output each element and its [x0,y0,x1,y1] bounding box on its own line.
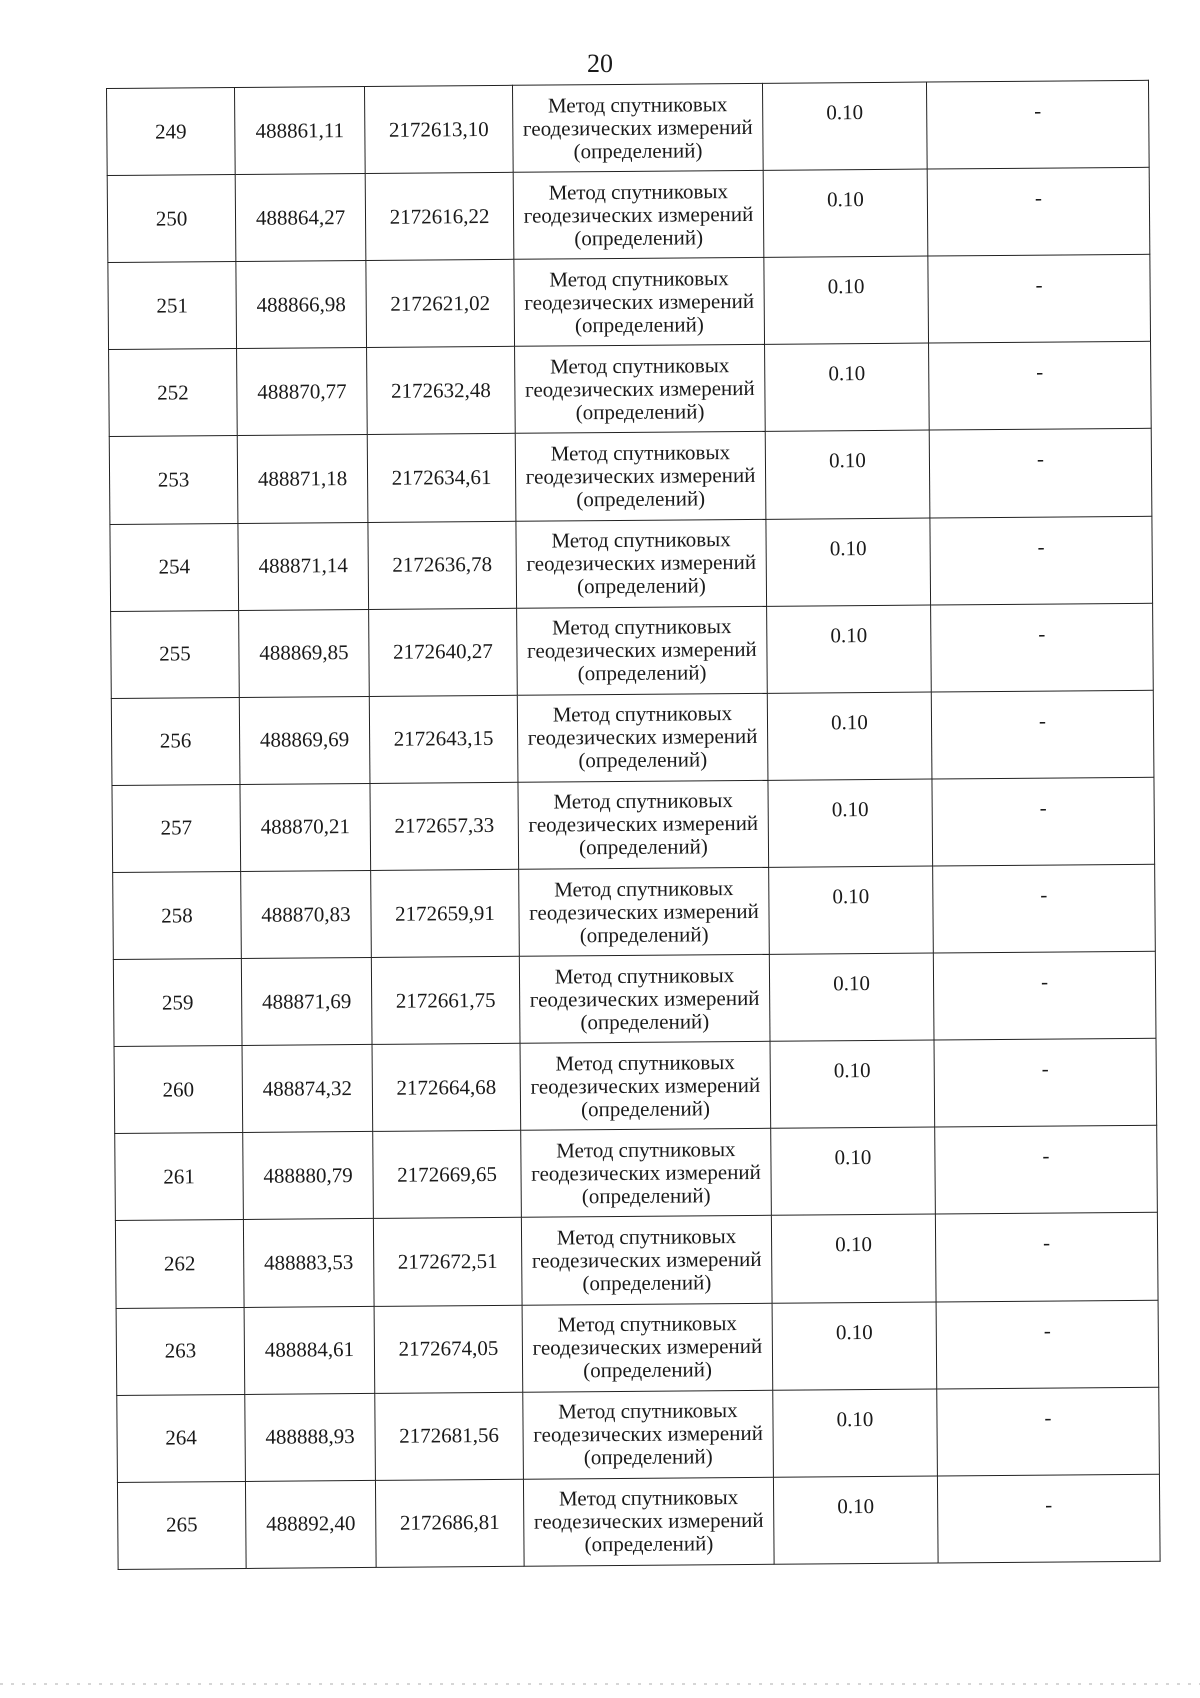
method-line: Метод спутниковых [556,1136,736,1163]
method-cell [519,954,770,1043]
y-coordinate-cell: 2172674,05 [374,1305,523,1393]
method-line: геодезических измерений [530,1072,761,1099]
point-number-cell: 249 [107,87,236,175]
method-line: (определений) [581,1096,711,1122]
method-cell [514,258,765,347]
precision-cell: 0.10 [765,343,930,431]
table-row [115,1126,1158,1221]
method-cell [515,432,766,521]
method-cell [517,693,768,782]
table-row [107,167,1150,262]
point-number-cell: 263 [116,1307,245,1395]
precision-cell: 0.10 [771,1127,936,1215]
method-line: геодезических измерений [524,288,755,315]
table-row [116,1300,1159,1395]
method-line: (определений) [579,921,709,947]
y-coordinate-cell: 2172686,81 [375,1479,524,1567]
note-cell: - [927,167,1150,256]
method-line: (определений) [575,399,705,425]
point-number-cell: 265 [117,1481,246,1569]
method-line: Метод спутниковых [552,701,733,727]
y-coordinate-cell: 2172634,61 [367,434,516,522]
y-coordinate-cell: 2172664,68 [372,1043,521,1131]
method-line: (определений) [574,312,704,338]
y-coordinate-cell: 2172659,91 [371,869,520,957]
table-row [114,1038,1157,1133]
note-cell: - [937,1474,1160,1563]
note-cell: - [929,342,1152,431]
method-line: Метод спутниковых [557,1311,737,1337]
point-number-cell: 260 [114,1046,243,1134]
method-cell [523,1390,774,1479]
method-line: геодезических измерений [533,1421,764,1447]
x-coordinate-cell: 488870,83 [241,870,372,958]
precision-cell: 0.10 [770,1040,935,1128]
method-line: (определений) [583,1444,713,1470]
table-row [112,777,1155,872]
method-line: Метод спутниковых [554,962,735,989]
method-cell [513,170,764,259]
precision-cell: 0.10 [764,256,929,344]
point-number-cell: 253 [109,436,238,524]
x-coordinate-cell: 488871,18 [237,435,368,523]
method-line: геодезических измерений [524,375,755,402]
precision-cell: 0.10 [773,1389,938,1477]
method-cell [521,1216,772,1305]
point-number-cell: 262 [115,1220,244,1308]
precision-cell: 0.10 [769,866,934,954]
x-coordinate-cell: 488883,53 [243,1219,374,1307]
table-row [117,1387,1160,1482]
table-row [115,1213,1158,1308]
precision-cell: 0.10 [767,692,932,780]
y-coordinate-cell: 2172672,51 [373,1218,522,1306]
method-line: геодезических измерений [526,550,757,576]
method-line: Метод спутниковых [548,178,729,205]
precision-cell: 0.10 [767,605,932,693]
method-line: геодезических измерений [533,1508,764,1535]
precision-cell: 0.10 [771,1214,936,1302]
x-coordinate-cell: 488866,98 [236,261,367,349]
table-row [113,864,1156,959]
method-line: геодезических измерений [525,462,756,489]
method-cell [519,867,770,956]
note-cell: - [928,255,1151,344]
method-cell [522,1303,773,1392]
method-line: (определений) [581,1183,711,1209]
point-number-cell: 254 [110,523,239,611]
note-cell: - [936,1300,1159,1389]
page-number: 20 [587,49,613,78]
table-row [117,1474,1160,1569]
point-number-cell: 255 [111,610,240,698]
point-number-cell: 264 [117,1394,246,1482]
table-row [113,951,1156,1046]
method-line: (определений) [577,660,707,686]
note-cell: - [929,429,1152,518]
method-line: Метод спутниковых [551,527,731,553]
x-coordinate-cell: 488892,40 [245,1480,376,1568]
x-coordinate-cell: 488888,93 [245,1393,376,1481]
coordinates-table-body [107,80,1161,1569]
method-cell [518,780,769,869]
precision-cell: 0.10 [765,430,930,518]
method-line: Метод спутниковых [556,1224,737,1250]
x-coordinate-cell: 488869,85 [239,609,370,697]
point-number-cell: 252 [109,349,238,437]
table-row [111,690,1154,785]
method-cell [521,1129,772,1218]
method-line: (определений) [576,573,706,599]
method-cell [523,1477,774,1566]
method-line: Метод спутниковых [549,352,730,379]
note-cell: - [930,516,1153,605]
method-line: Метод спутниковых [551,614,732,640]
point-number-cell: 256 [111,697,240,785]
note-cell: - [926,80,1149,169]
x-coordinate-cell: 488880,79 [243,1132,374,1220]
method-line: геодезических измерений [529,898,759,925]
precision-cell: 0.10 [772,1302,937,1390]
table-row [109,429,1152,524]
note-cell: - [934,1038,1157,1127]
note-cell: - [933,864,1156,953]
method-line: (определений) [580,1008,710,1034]
x-coordinate-cell: 488871,14 [238,522,369,610]
note-cell: - [937,1387,1160,1476]
method-line: Метод спутниковых [550,440,731,466]
method-line: (определений) [578,747,708,773]
precision-cell: 0.10 [766,518,931,606]
precision-cell: 0.10 [773,1476,938,1565]
x-coordinate-cell: 488864,27 [235,174,366,262]
method-line: Метод спутниковых [547,91,728,118]
precision-cell: 0.10 [763,169,928,257]
x-coordinate-cell: 488874,32 [242,1045,373,1133]
y-coordinate-cell: 2172613,10 [364,85,513,173]
scan-artifact-line [0,1683,1200,1685]
method-line: геодезических измерений [531,1246,762,1273]
table-row [110,516,1153,611]
method-line: геодезических измерений [529,985,760,1012]
method-line: (определений) [576,486,706,512]
method-line: Метод спутниковых [549,265,729,292]
y-coordinate-cell: 2172657,33 [370,782,519,870]
precision-cell: 0.10 [762,82,927,170]
method-line: (определений) [578,834,708,860]
note-cell: - [932,777,1155,866]
method-cell [516,519,767,608]
method-line: Метод спутниковых [554,875,734,902]
x-coordinate-cell: 488861,11 [234,86,365,174]
method-line: геодезических измерений [528,811,759,838]
method-line: геодезических измерений [527,724,758,751]
y-coordinate-cell: 2172643,15 [369,695,518,783]
method-cell [512,83,763,172]
method-line: Метод спутниковых [558,1398,738,1424]
table-row [107,80,1150,175]
note-cell: - [931,603,1154,692]
method-line: (определений) [574,224,704,250]
x-coordinate-cell: 488869,69 [239,696,370,784]
precision-cell: 0.10 [768,779,933,867]
method-line: (определений) [584,1531,714,1557]
method-cell [517,606,768,695]
note-cell: - [931,690,1154,779]
method-line: геодезических измерений [522,114,753,141]
y-coordinate-cell: 2172640,27 [369,608,518,696]
method-line: Метод спутниковых [558,1485,739,1511]
method-line: Метод спутниковых [553,788,733,814]
y-coordinate-cell: 2172636,78 [368,521,517,609]
method-line: геодезических измерений [523,201,754,228]
method-cell [520,1042,771,1131]
method-line: (определений) [573,137,703,163]
method-line: Метод спутниковых [555,1049,735,1076]
y-coordinate-cell: 2172669,65 [373,1131,522,1219]
x-coordinate-cell: 488871,69 [241,958,372,1046]
method-line: геодезических измерений [531,1159,761,1186]
precision-cell: 0.10 [769,953,934,1041]
y-coordinate-cell: 2172681,56 [375,1392,524,1480]
method-line: геодезических измерений [527,637,757,663]
point-number-cell: 251 [108,262,237,350]
method-line: геодезических измерений [532,1333,763,1360]
point-number-cell: 250 [107,175,236,263]
note-cell: - [935,1213,1158,1302]
method-cell [515,345,766,434]
point-number-cell: 261 [115,1133,244,1221]
method-line: (определений) [582,1270,712,1296]
x-coordinate-cell: 488884,61 [244,1306,375,1394]
x-coordinate-cell: 488870,21 [240,783,371,871]
table-row [108,255,1151,350]
point-number-cell: 258 [113,871,242,959]
y-coordinate-cell: 2172632,48 [367,347,516,435]
note-cell: - [933,951,1156,1040]
note-cell: - [935,1126,1158,1215]
x-coordinate-cell: 488870,77 [237,348,368,436]
table-row [109,342,1152,437]
point-number-cell: 257 [112,784,241,872]
y-coordinate-cell: 2172621,02 [366,260,515,348]
method-line: (определений) [583,1357,713,1383]
y-coordinate-cell: 2172616,22 [365,172,514,260]
point-number-cell: 259 [113,959,242,1047]
coordinates-table [106,80,1161,1570]
table-row [111,603,1154,698]
y-coordinate-cell: 2172661,75 [371,956,520,1044]
